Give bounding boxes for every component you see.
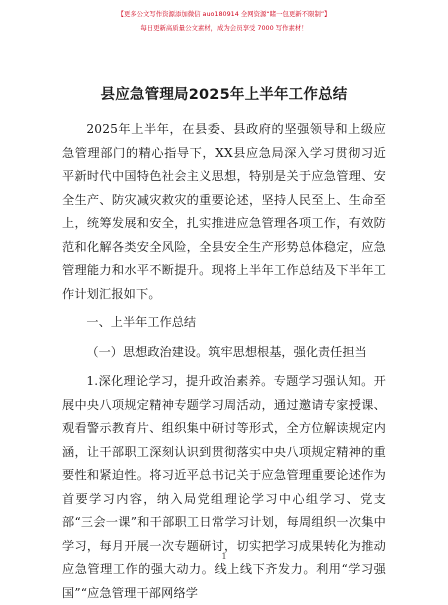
promo-banner-line-1: 【更多公文写作资源添加微信 auo180914 全网资源“睹一包更新不限制”】: [117, 10, 331, 18]
body-paragraph-1: 1.深化理论学习，提升政治素养。专题学习强认知。开展中央八项规定精神专题学习周活动，通过邀请专家授课、观看警示教育片、组织集中研讨等形式，全方位解读规定内涵，让干部职工深刻认识到贯彻落实中央八项规定精神的重要性和紧迫性。将习近平总书记关于应急管理重要论述作为首要学习内容，纳入局党组理论学习中心组学习、党支部“三会一课”和干部职工日常学习计划，每周组织一次集中学习，每月开展一次专题研讨，切实把学习成果转化为推动应急管理工作的强大动力。线上线下齐发力。利用“学习强国”“应急管理干部网络学: [62, 374, 386, 600]
document-title: 县应急管理局2025年上半年工作总结: [100, 87, 348, 103]
promo-banner: [62, 7, 386, 35]
subsection-heading-1: （一）思想政治建设。筑牢思想根基，强化责任担当: [86, 344, 367, 359]
page-number: 1: [221, 552, 227, 561]
promo-banner-line-2: 每日更新高质量公文素材，成为会员享受 7000 写作素材！: [140, 24, 308, 32]
intro-paragraph: 2025年上半年，在县委、县政府的坚强领导和上级应急管理部门的精心指导下，XX县应急局深入学习贯彻习近平新时代中国特色社会主义思想，特别是关于应急管理、安全生产、防灾减灾救灾的重要论述，坚持人民至上、生命至上，统筹发展和安全，扎实推进应急管理各项工作，有效防范和化解各类安全风险，全县安全生产形势总体稳定，应急管理能力和水平不断提升。现将上半年工作总结及下半年工作计划汇报如下。: [62, 122, 386, 301]
section-heading-1: 一、上半年工作总结: [86, 315, 197, 329]
